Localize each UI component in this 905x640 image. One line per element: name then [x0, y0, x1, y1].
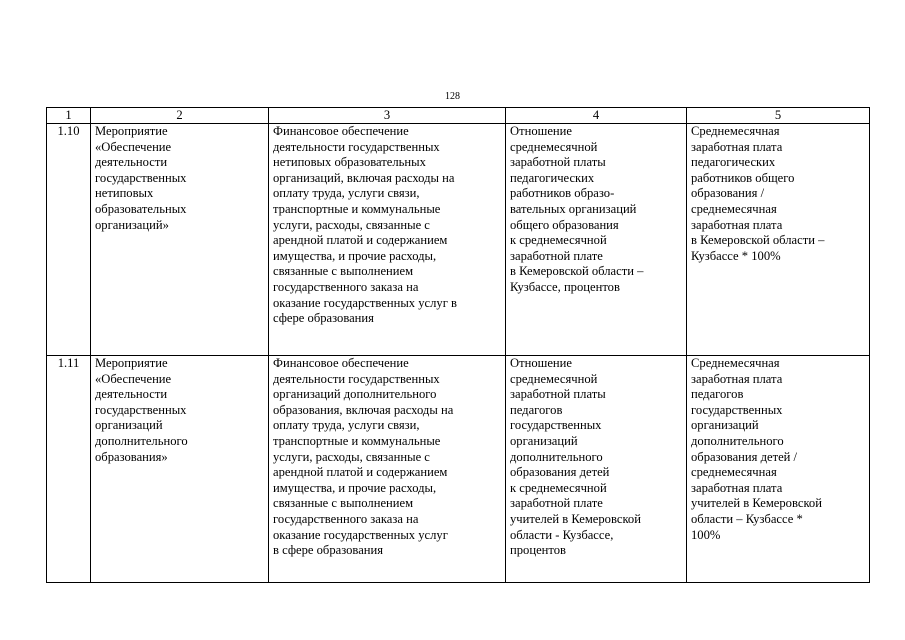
- row-number-cell: [47, 124, 91, 356]
- table-row: [47, 124, 870, 356]
- indicator-formula: Среднемесячная заработная плата педагогических работников общего образования / среднемесячная заработная плата в Кемеровской области – Кузбассе * 100%: [691, 124, 825, 263]
- indicator-name: Отношение среднемесячной заработной платы педагогов государственных организаций дополнительного образования детей к среднемесячной заработной плате учителей в Кемеровской области - Кузбассе, процентов: [510, 356, 641, 558]
- activity-name: Мероприятие «Обеспечение деятельности государственных нетиповых образовательных организаций»: [95, 124, 187, 232]
- activity-description: Финансовое обеспечение деятельности государственных организаций дополнительного образования, включая расходы на оплату труда, услуги связи, транспортные и коммунальные услуги, расходы, связанные с арендной платой и содержанием имущества, и прочие расходы, связанные с выполнением государственного заказа на оказание государственных услуг в сфере образования: [273, 356, 454, 558]
- row-number: 1.11: [57, 356, 80, 370]
- column-header-5: 5: [687, 108, 870, 124]
- indicator-cell: [506, 124, 687, 356]
- row-number: 1.10: [57, 124, 80, 138]
- program-table: [46, 107, 870, 583]
- column-header-2: 2: [91, 108, 269, 124]
- activity-description: Финансовое обеспечение деятельности государственных нетиповых образовательных организаций, включая расходы на оплату труда, услуги связи, транспортные и коммунальные услуги, расходы, связанные с арендной платой и содержанием имущества, и прочие расходы, связанные с выполнением государственного заказа на оказание государственных услуг в сфере образования: [273, 124, 457, 326]
- indicator-formula: Среднемесячная заработная плата педагогов государственных организаций дополнительного образования детей / среднемесячная заработная плата учителей в Кемеровской области – Кузбассе * 100%: [691, 356, 822, 542]
- page-number: 128: [445, 91, 460, 102]
- activity-name: Мероприятие «Обеспечение деятельности государственных организаций дополнительного образования»: [95, 356, 188, 464]
- table-row: [47, 356, 870, 583]
- formula-cell: [687, 356, 870, 583]
- indicator-name: Отношение среднемесячной заработной платы педагогических работников образо- вательных организаций общего образования к среднемесячной заработной плате в Кемеровской области – Кузбассе, процентов: [510, 124, 644, 294]
- column-header-4: 4: [506, 108, 687, 124]
- activity-cell: [91, 356, 269, 583]
- description-cell: [269, 124, 506, 356]
- table-header-row: [47, 108, 870, 124]
- formula-cell: [687, 124, 870, 356]
- description-cell: [269, 356, 506, 583]
- column-header-1: 1: [47, 108, 91, 124]
- activity-cell: [91, 124, 269, 356]
- indicator-cell: [506, 356, 687, 583]
- column-header-3: 3: [269, 108, 506, 124]
- row-number-cell: [47, 356, 91, 583]
